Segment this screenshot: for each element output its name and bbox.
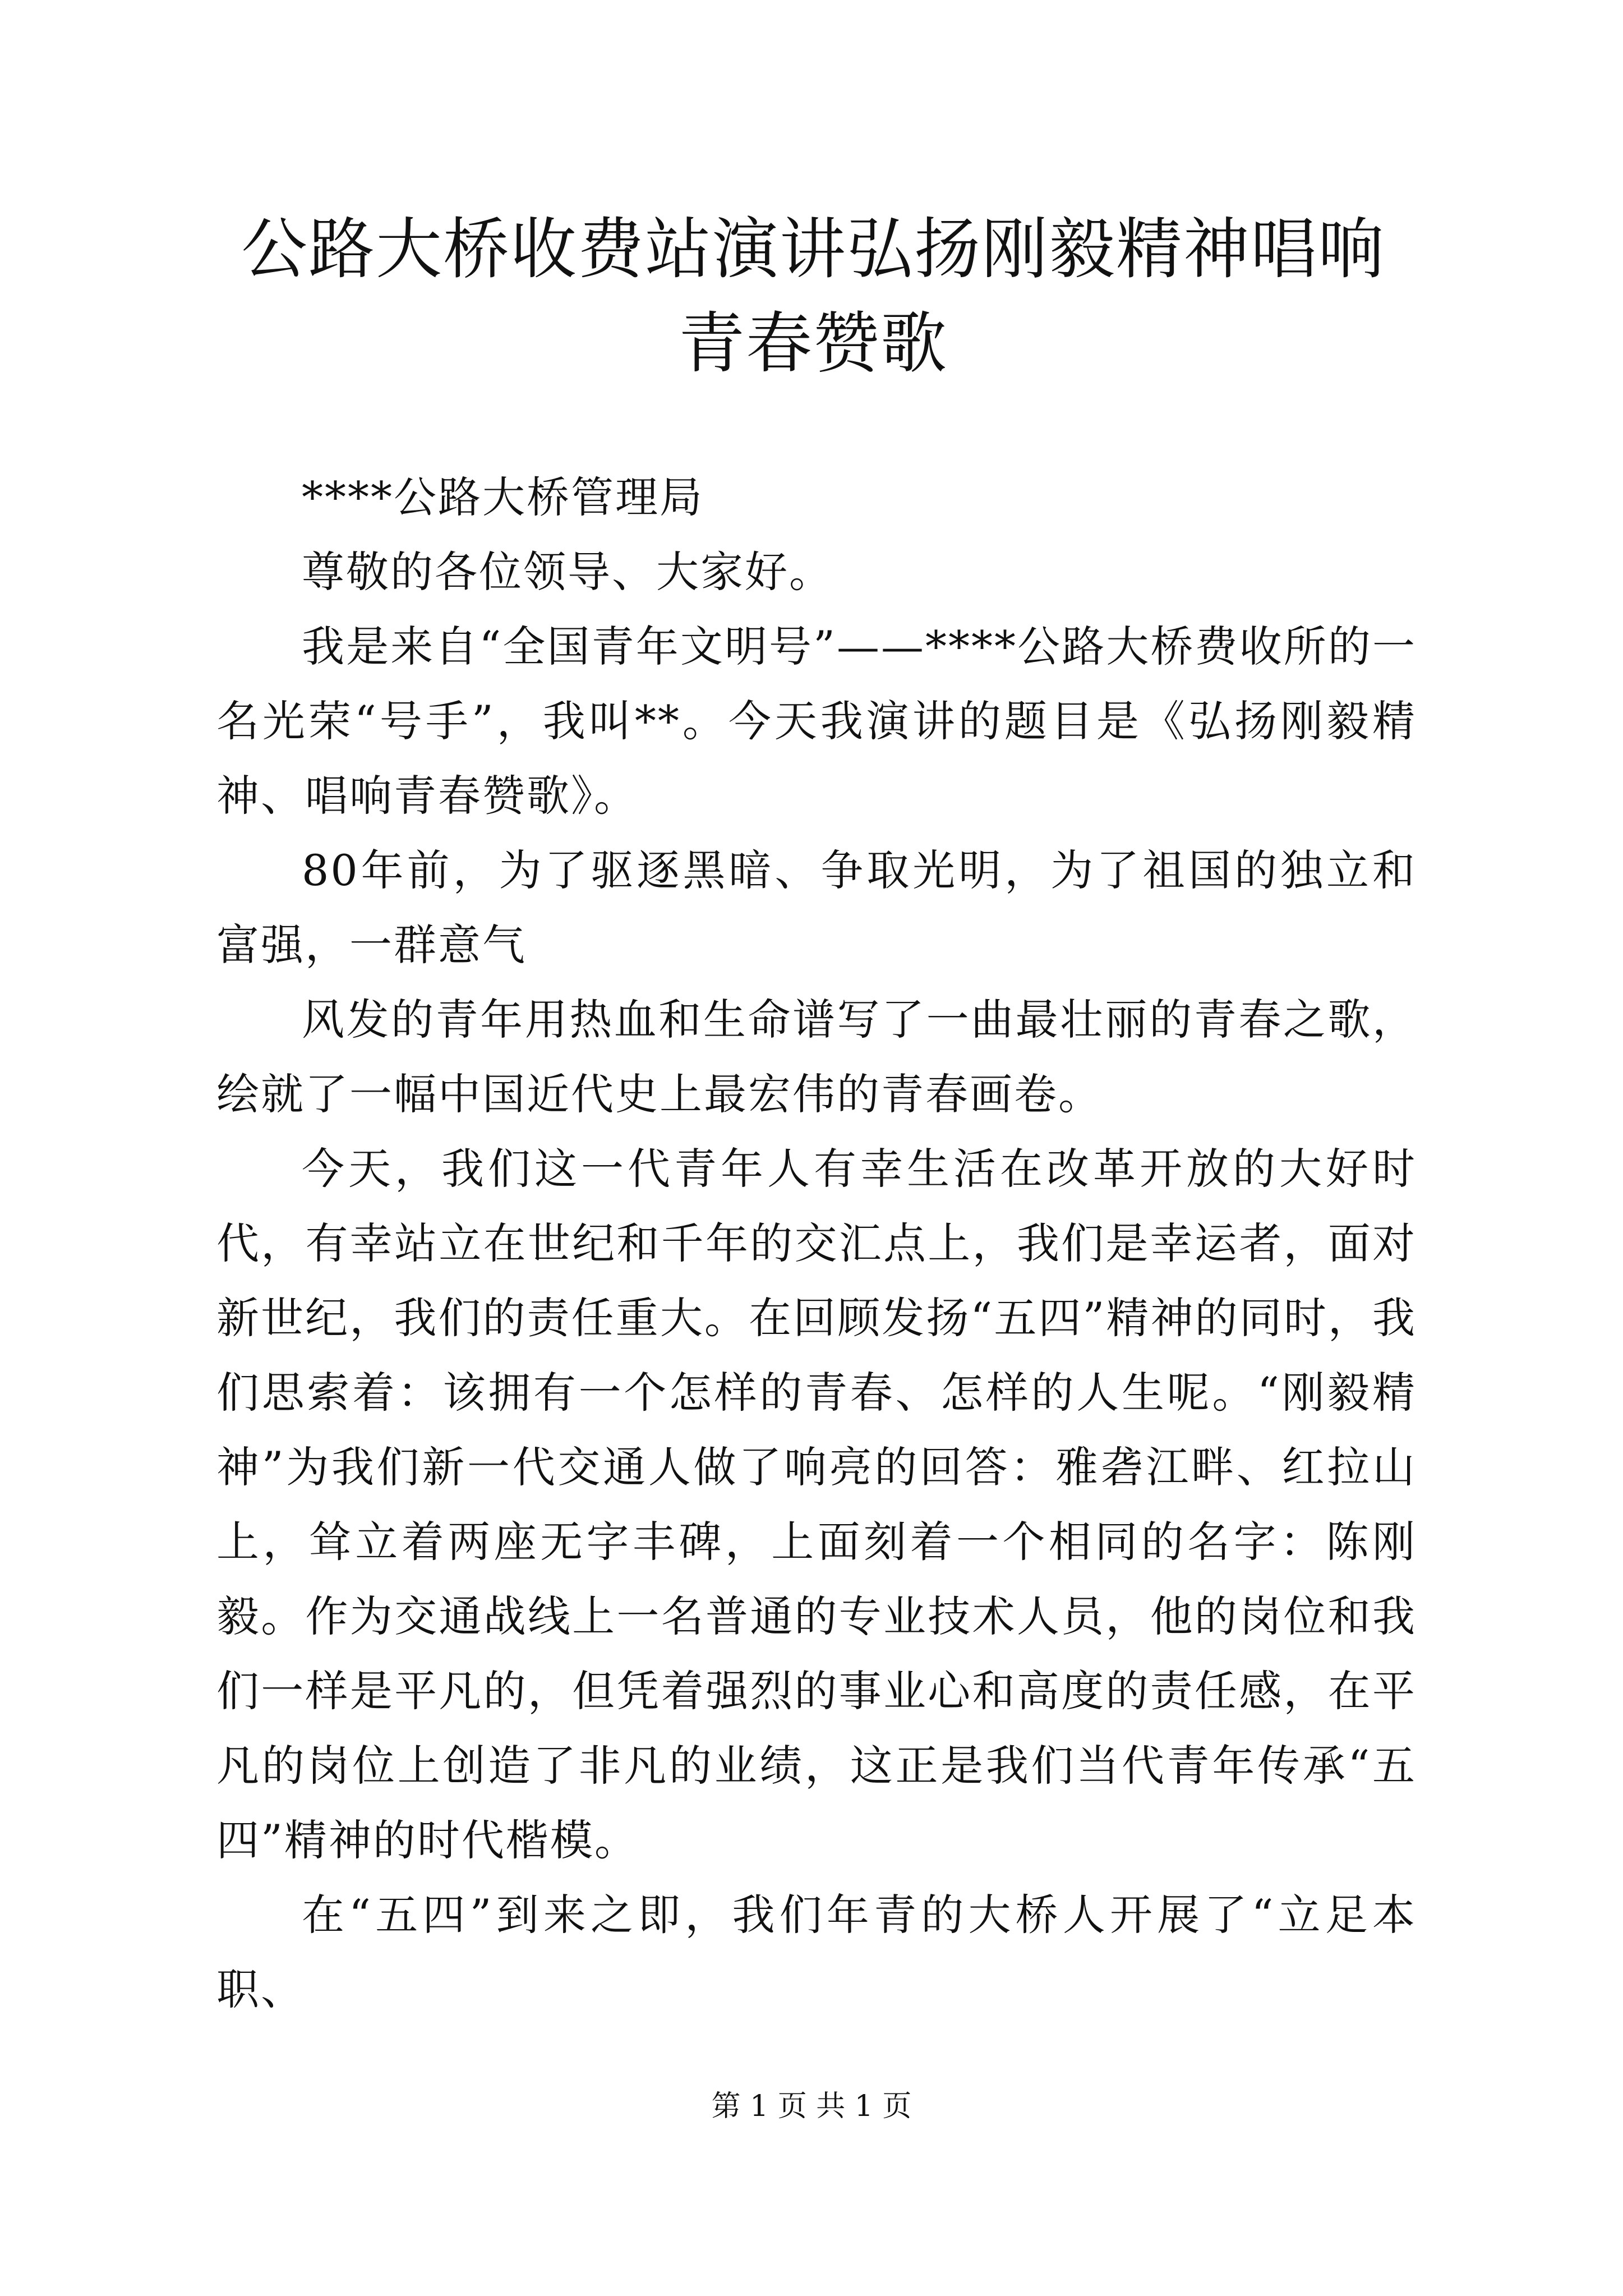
paragraph-may-fourth: 在“五四”到来之即，我们年青的大桥人开展了“立足本职、 xyxy=(216,1890,1417,2014)
paragraph-today: 今天，我们这一代青年人有幸生活在改革开放的大好时代，有幸站立在世纪和千年的交汇点上，我们是幸运者，面对新世纪，我们的责任重大。在回顾发扬“五四”精神的同时，我们思索着：该拥有一个怎样的青春、怎样的人生呢。“刚毅精神”为我们新一代交通人做了响亮的回答：雅砻江畔、红拉山上，耸立着两座无字丰碑，上面刻着一个相同的名字：陈刚毅。作为交通战线上一名普通的专业技术人员，他的岗位和我们一样是平凡的，但凭着强烈的事业心和高度的责任感，在平凡的岗位上创造了非凡的业绩，这正是我们当代青年传承“五四”精神的时代楷模。 xyxy=(216,1144,1417,1865)
paragraph-greeting: 尊敬的各位领导、大家好。 xyxy=(302,547,833,597)
paragraph-youth-song: 风发的青年用热血和生命谱写了一曲最壮丽的青春之歌，绘就了一幅中国近代史上最宏伟的青春画卷。 xyxy=(216,995,1417,1119)
document-title: 公路大桥收费站演讲弘扬刚毅精神唱响青春赞歌 xyxy=(241,210,1385,382)
document-body xyxy=(216,460,1417,2027)
paragraph-organization: ****公路大桥管理局 xyxy=(302,472,704,522)
paragraph-history: 80年前，为了驱逐黑暗、争取光明，为了祖国的独立和富强，一群意气 xyxy=(216,845,1417,970)
page-footer: 第 1 页 共 1 页 xyxy=(711,2090,912,2123)
paragraph-introduction: 我是来自“全国青年文明号”——****公路大桥费收所的一名光荣“号手”，我叫**。今天我演讲的题目是《弘扬刚毅精神、唱响青春赞歌》。 xyxy=(216,622,1417,821)
